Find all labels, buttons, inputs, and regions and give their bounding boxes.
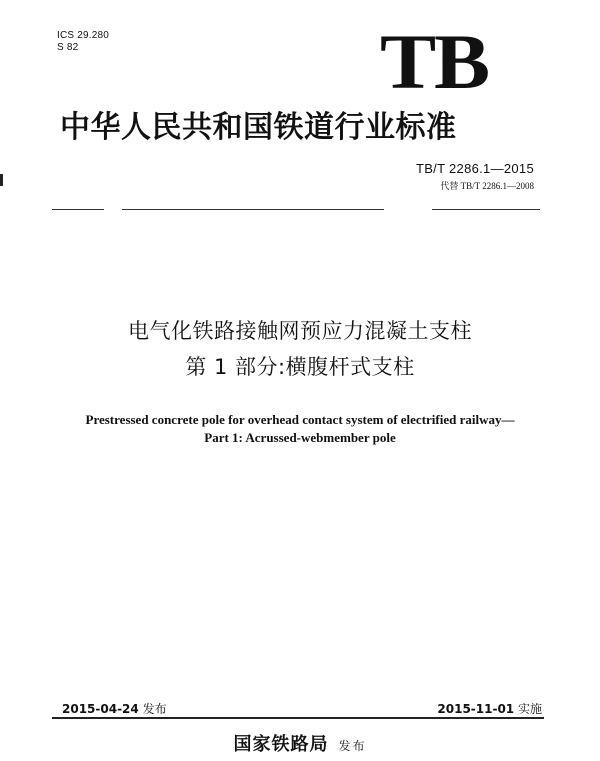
header-rule-segment-2 [122, 209, 384, 210]
footer-rule [52, 717, 544, 719]
implement-date-label: 实施 [517, 702, 542, 716]
implement-date [437, 701, 542, 717]
ics-code: ICS 29.280 [57, 30, 110, 41]
scan-mark [0, 174, 3, 186]
header-rule-segment-1 [52, 209, 104, 210]
org-title: 中华人民共和国铁道行业标准 [60, 110, 457, 145]
title-en-line-1: Prestressed concrete pole for overhead contact system of electrified railway— [85, 412, 515, 427]
replaces-standard: 代替 TB/T 2286.1—2008 [440, 181, 534, 191]
issuer [0, 734, 600, 757]
issue-date-value: 2015-04-24 [62, 702, 139, 716]
issuer-verb: 发布 [338, 739, 367, 753]
title-cn-line-2: 第 1 部分:横腹杆式支柱 [185, 355, 415, 379]
issue-date [62, 701, 167, 717]
category-code: S 82 [57, 42, 79, 53]
implement-date-value: 2015-11-01 [437, 702, 515, 716]
title-en-line-2: Part 1: Acrussed-webmember pole [204, 430, 396, 445]
title-cn-line-1: 电气化铁路接触网预应力混凝土支柱 [128, 319, 472, 343]
tb-logo: TB [380, 18, 489, 105]
issue-date-label: 发布 [142, 702, 167, 716]
standard-number: TB/T 2286.1—2015 [415, 161, 534, 176]
issuer-name: 国家铁路局 [233, 734, 329, 755]
classification-codes [57, 30, 109, 54]
header-rule-segment-3 [432, 209, 540, 210]
